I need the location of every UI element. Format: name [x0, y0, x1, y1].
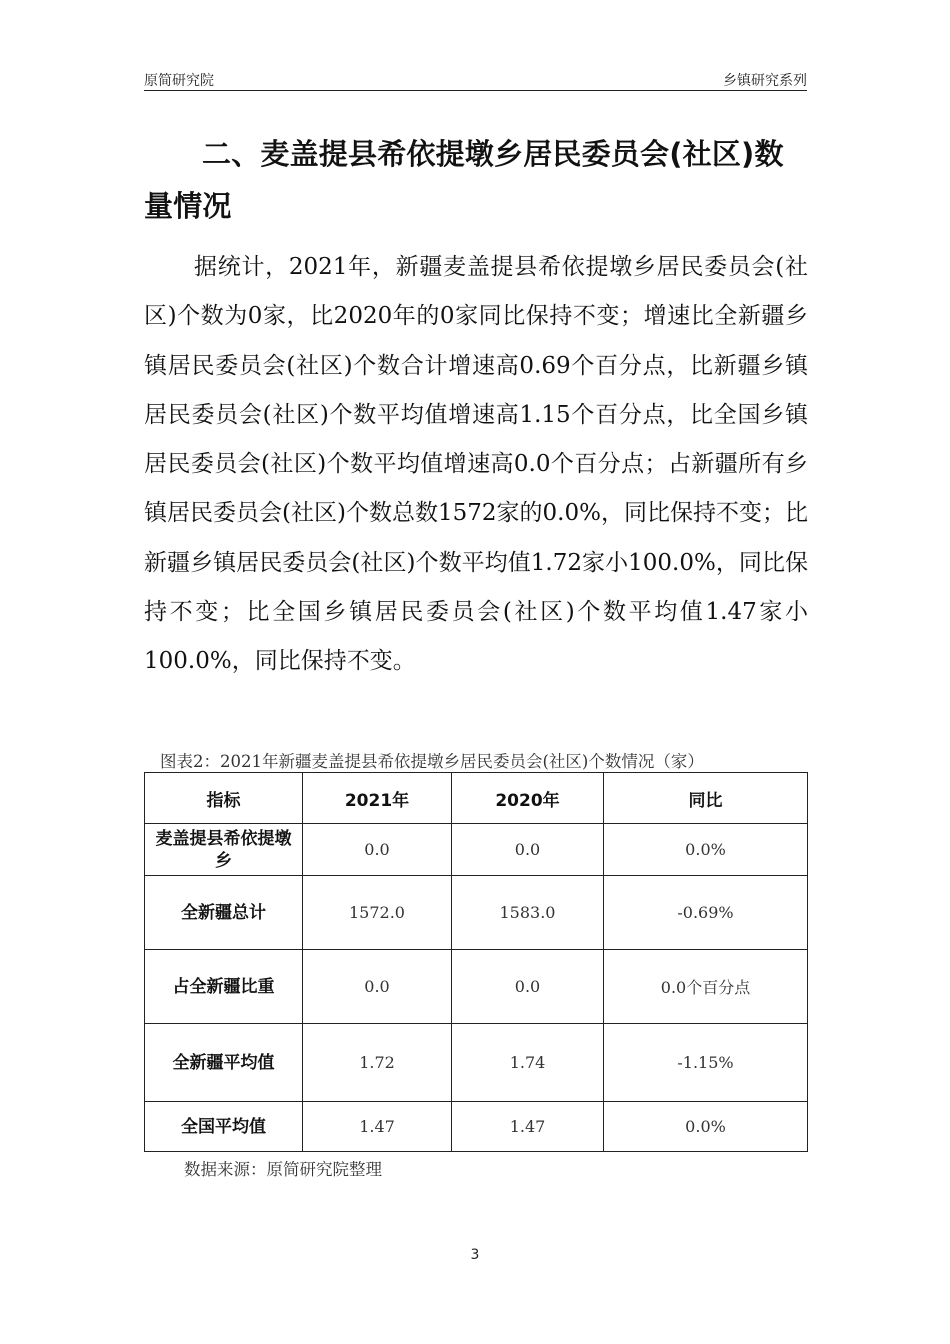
cell-2021: 0.0: [303, 950, 452, 1024]
column-header-2021: 2021年: [303, 773, 452, 824]
cell-2021: 1.47: [303, 1102, 452, 1152]
row-label: 全新疆平均值: [145, 1024, 303, 1102]
row-label: 全新疆总计: [145, 876, 303, 950]
cell-yoy: 0.0%: [604, 824, 808, 876]
cell-2020: 0.0: [452, 824, 604, 876]
table-row: [145, 876, 808, 950]
header-org-name: 原简研究院: [144, 73, 214, 89]
page-number: 3: [470, 1247, 480, 1263]
row-label: 麦盖提县希依提墩乡: [145, 824, 303, 876]
table-row: [145, 950, 808, 1024]
table-caption: 图表2：2021年新疆麦盖提县希依提墩乡居民委员会(社区)个数情况（家）: [160, 752, 704, 771]
cell-2020: 0.0: [452, 950, 604, 1024]
table-row: [145, 1024, 808, 1102]
table-row: [145, 824, 808, 876]
header-series-name: 乡镇研究系列: [723, 73, 807, 89]
cell-yoy: -1.15%: [604, 1024, 808, 1102]
table-row: [145, 1102, 808, 1152]
body-paragraph: 据统计，2021年，新疆麦盖提县希依提墩乡居民委员会(社区)个数为0家，比2020年的0家同比保持不变；增速比全新疆乡镇居民委员会(社区)个数合计增速高0.69个百分点，比新疆乡镇居民委员会(社区)个数平均值增速高1.15个百分点，比全国乡镇居民委员会(社区)个数平均值增速高0.0个百分点；占新疆所有乡镇居民委员会(社区)个数总数1572家的0.0%，同比保持不变；比新疆乡镇居民委员会(社区)个数平均值1.72家小100.0%，同比保持不变；比全国乡镇居民委员会(社区)个数平均值1.47家小100.0%，同比保持不变。: [144, 254, 808, 675]
table-source-note: 数据来源：原简研究院整理: [184, 1160, 382, 1179]
row-label: 全国平均值: [145, 1102, 303, 1152]
cell-2020: 1.47: [452, 1102, 604, 1152]
column-header-indicator: 指标: [145, 773, 303, 824]
cell-2020: 1.74: [452, 1024, 604, 1102]
cell-2021: 1.72: [303, 1024, 452, 1102]
row-label: 占全新疆比重: [145, 950, 303, 1024]
column-header-2020: 2020年: [452, 773, 604, 824]
cell-yoy: 0.0个百分点: [604, 950, 808, 1024]
cell-2021: 0.0: [303, 824, 452, 876]
table-header-row: [145, 773, 808, 824]
data-table: [144, 772, 808, 1152]
section-heading: 二、麦盖提县希依提墩乡居民委员会(社区)数量情况: [144, 137, 784, 223]
cell-2020: 1583.0: [452, 876, 604, 950]
header-divider: [144, 90, 807, 91]
cell-yoy: -0.69%: [604, 876, 808, 950]
column-header-yoy: 同比: [604, 773, 808, 824]
cell-2021: 1572.0: [303, 876, 452, 950]
cell-yoy: 0.0%: [604, 1102, 808, 1152]
